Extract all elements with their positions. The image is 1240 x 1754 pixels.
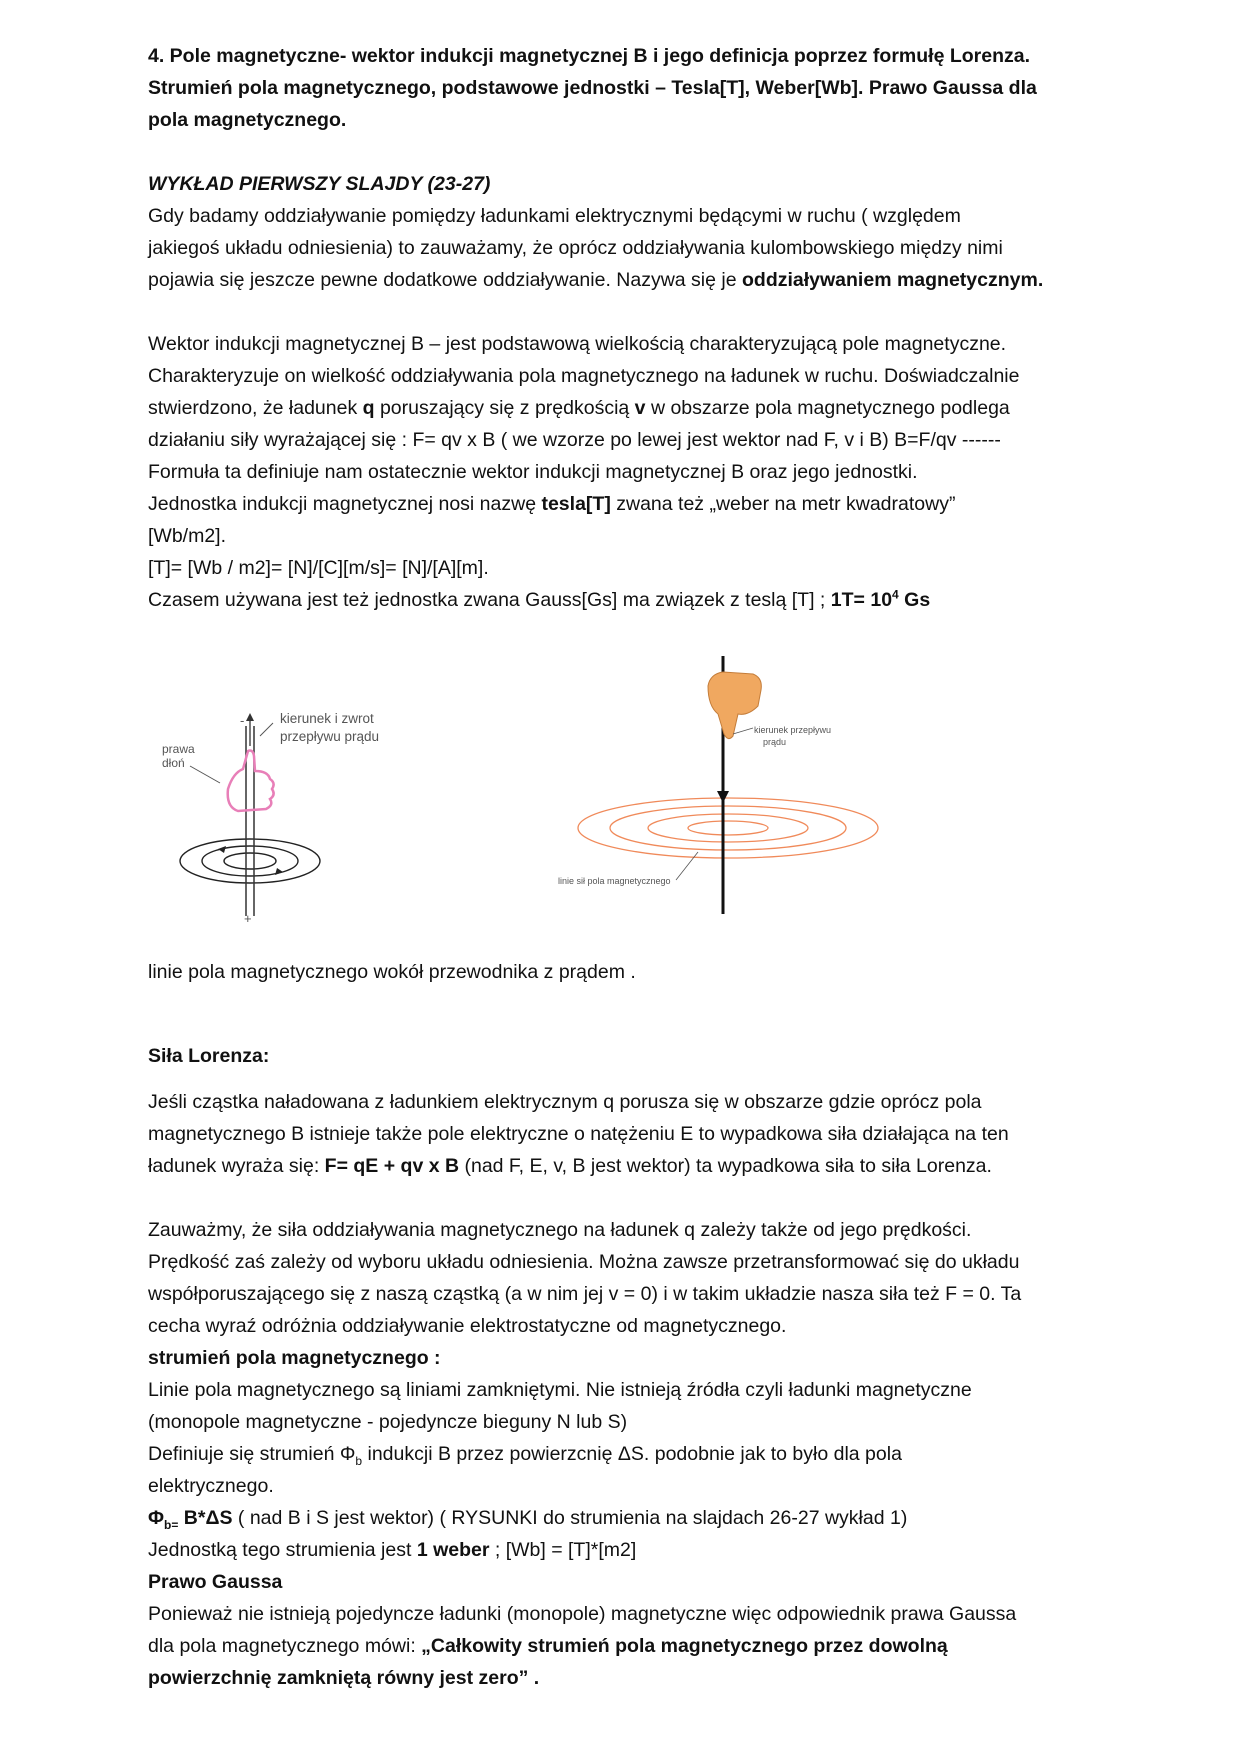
fig1-label-direction-2: przepływu prądu [280, 729, 380, 744]
flux-formula: $\Phi_{b=}$ B*ΔS ( nad B i S jest wektor) ( RYSUNKI do strumienia na slajdach 26-27 wykład 1) [148, 1507, 908, 1532]
figures [148, 616, 1108, 956]
hand-icon [228, 751, 274, 811]
flux-line-1: Linie pola magnetycznego są liniami zamkniętymi. Nie istnieją źródła czyli ładunki magnetyczne [148, 1379, 972, 1401]
vector-line-8: [T]= [Wb / m2]= [N]/[C][m/s]= [N]/[A][m]. [148, 557, 489, 579]
vector-line-5: Formuła ta definiuje nam ostatecznie wektor indukcji magnetycznej B oraz jego jednostki. [148, 461, 918, 483]
vector-line-2: Charakteryzuje on wielkość oddziaływania pola magnetycznego na ładunek w ruchu. Doświadczalnie [148, 365, 1020, 387]
note-line-2: Prędkość zaś zależy od wyboru układu odniesienia. Można zawsze przetransformować się do układu [148, 1251, 1020, 1273]
right-hand-rule-figure [158, 711, 408, 926]
vector-line-7: [Wb/m2]. [148, 525, 227, 547]
vector-line-3: stwierdzono, że ładunek q poruszający się z prędkością v w obszarze pola magnetycznego podlega [148, 397, 1010, 419]
gauss-line-3: powierzchnię zamkniętą równy jest zero” . [148, 1667, 540, 1689]
vector-line-6: Jednostka indukcji magnetycznej nosi nazwę tesla[T] zwana też „weber na metr kwadratowy” [148, 493, 956, 515]
document-page [148, 40, 1108, 1694]
lorentz-line-2: magnetycznego B istnieje także pole elektryczne o natężeniu E to wypadkowa siła działająca na ten [148, 1123, 1009, 1145]
flux-line-2: (monopole magnetyczne - pojedyncze bieguny N lub S) [148, 1411, 628, 1433]
note-line-4: cecha wyraź odróżnia oddziaływanie elektrostatyczne od magnetycznego. [148, 1315, 787, 1337]
lorentz-line-1: Jeśli cząstka naładowana z ładunkiem elektrycznym q porusza się w obszarze gdzie oprócz pola [148, 1091, 982, 1113]
plus-sign: + [244, 911, 252, 926]
heading-line-1: 4. Pole magnetyczne- wektor indukcji magnetycznej B i jego definicja poprzez formułę Lorenza. [148, 45, 1031, 67]
fig1-label-hand-2: dłoń [162, 756, 185, 770]
flux-line-3: Definiuje się strumień $\Phi_b$ indukcji B przez powierzcnię ΔS. podobnie jak to było dla pola [148, 1443, 902, 1468]
lorentz-title: Siła Lorenza: [148, 1045, 270, 1067]
vector-line-9: Czasem używana jest też jednostka zwana Gauss[Gs] ma związek z teslą [T] ; $1T= 10^4$ Gs [148, 587, 931, 611]
vector-line-1: Wektor indukcji magnetycznej B – jest podstawową wielkością charakteryzującą pole magnetyczne. [148, 333, 1007, 355]
minus-sign: - [240, 713, 245, 728]
fig2-label-direction-1: kierunek przepływu [754, 725, 832, 735]
fig2-label-field-lines: linie sił pola magnetycznego [558, 876, 671, 886]
lecture-line-1: Gdy badamy oddziaływanie pomiędzy ładunkami elektrycznymi będącymi w ruchu ( względem [148, 205, 961, 227]
note-line-3: współporuszającego się z naszą cząstką (a w nim jej v = 0) i w takim układzie nasza siła też F = 0. Ta [148, 1283, 1022, 1305]
lecture-line-3: pojawia się jeszcze pewne dodatkowe oddziaływanie. Nazywa się je oddziaływaniem magnetycznym. [148, 269, 1044, 291]
fig2-label-direction-2: prądu [763, 737, 787, 747]
lecture-title: WYKŁAD PIERWSZY SLAJDY (23-27) [148, 173, 491, 195]
gauss-line-2: dla pola magnetycznego mówi: „Całkowity strumień pola magnetycznego przez dowolną [148, 1635, 948, 1657]
lorentz-line-3: ładunek wyraża się: F= qE + qv x B (nad F, E, v, B jest wektor) ta wypadkowa siła to siła Lorenza. [148, 1155, 992, 1177]
heading-line-2: Strumień pola magnetycznego, podstawowe jednostki – Tesla[T], Weber[Wb]. Prawo Gaussa dla [148, 77, 1037, 99]
fig1-label-direction-1: kierunek i zwrot [280, 711, 374, 726]
gauss-line-1: Ponieważ nie istnieją pojedyncze ładunki (monopole) magnetyczne więc odpowiednik prawa Gaussa [148, 1603, 1017, 1625]
note-line-1: Zauważmy, że siła oddziaływania magnetycznego na ładunek q zależy także od jego prędkości. [148, 1219, 972, 1241]
flux-unit: Jednostką tego strumienia jest 1 weber ; [Wb] = [T]*[m2] [148, 1539, 637, 1561]
conductor-field-figure [558, 656, 898, 916]
flux-line-4: elektrycznego. [148, 1475, 274, 1497]
lecture-line-2: jakiegoś układu odniesienia) to zauważamy, że oprócz oddziaływania kulombowskiego między nimi [148, 237, 1003, 259]
vector-line-4: działaniu siły wyrażającej się : F= qv x B ( we wzorze po lewej jest wektor nad F, v i B) B=F/qv ------ [148, 429, 1001, 451]
fig1-label-hand-1: prawa [162, 742, 195, 756]
flux-title: strumień pola magnetycznego : [148, 1347, 441, 1369]
gauss-title: Prawo Gaussa [148, 1571, 283, 1593]
heading-line-3: pola magnetycznego. [148, 109, 347, 131]
figure-caption: linie pola magnetycznego wokół przewodnika z prądem . [148, 961, 636, 983]
